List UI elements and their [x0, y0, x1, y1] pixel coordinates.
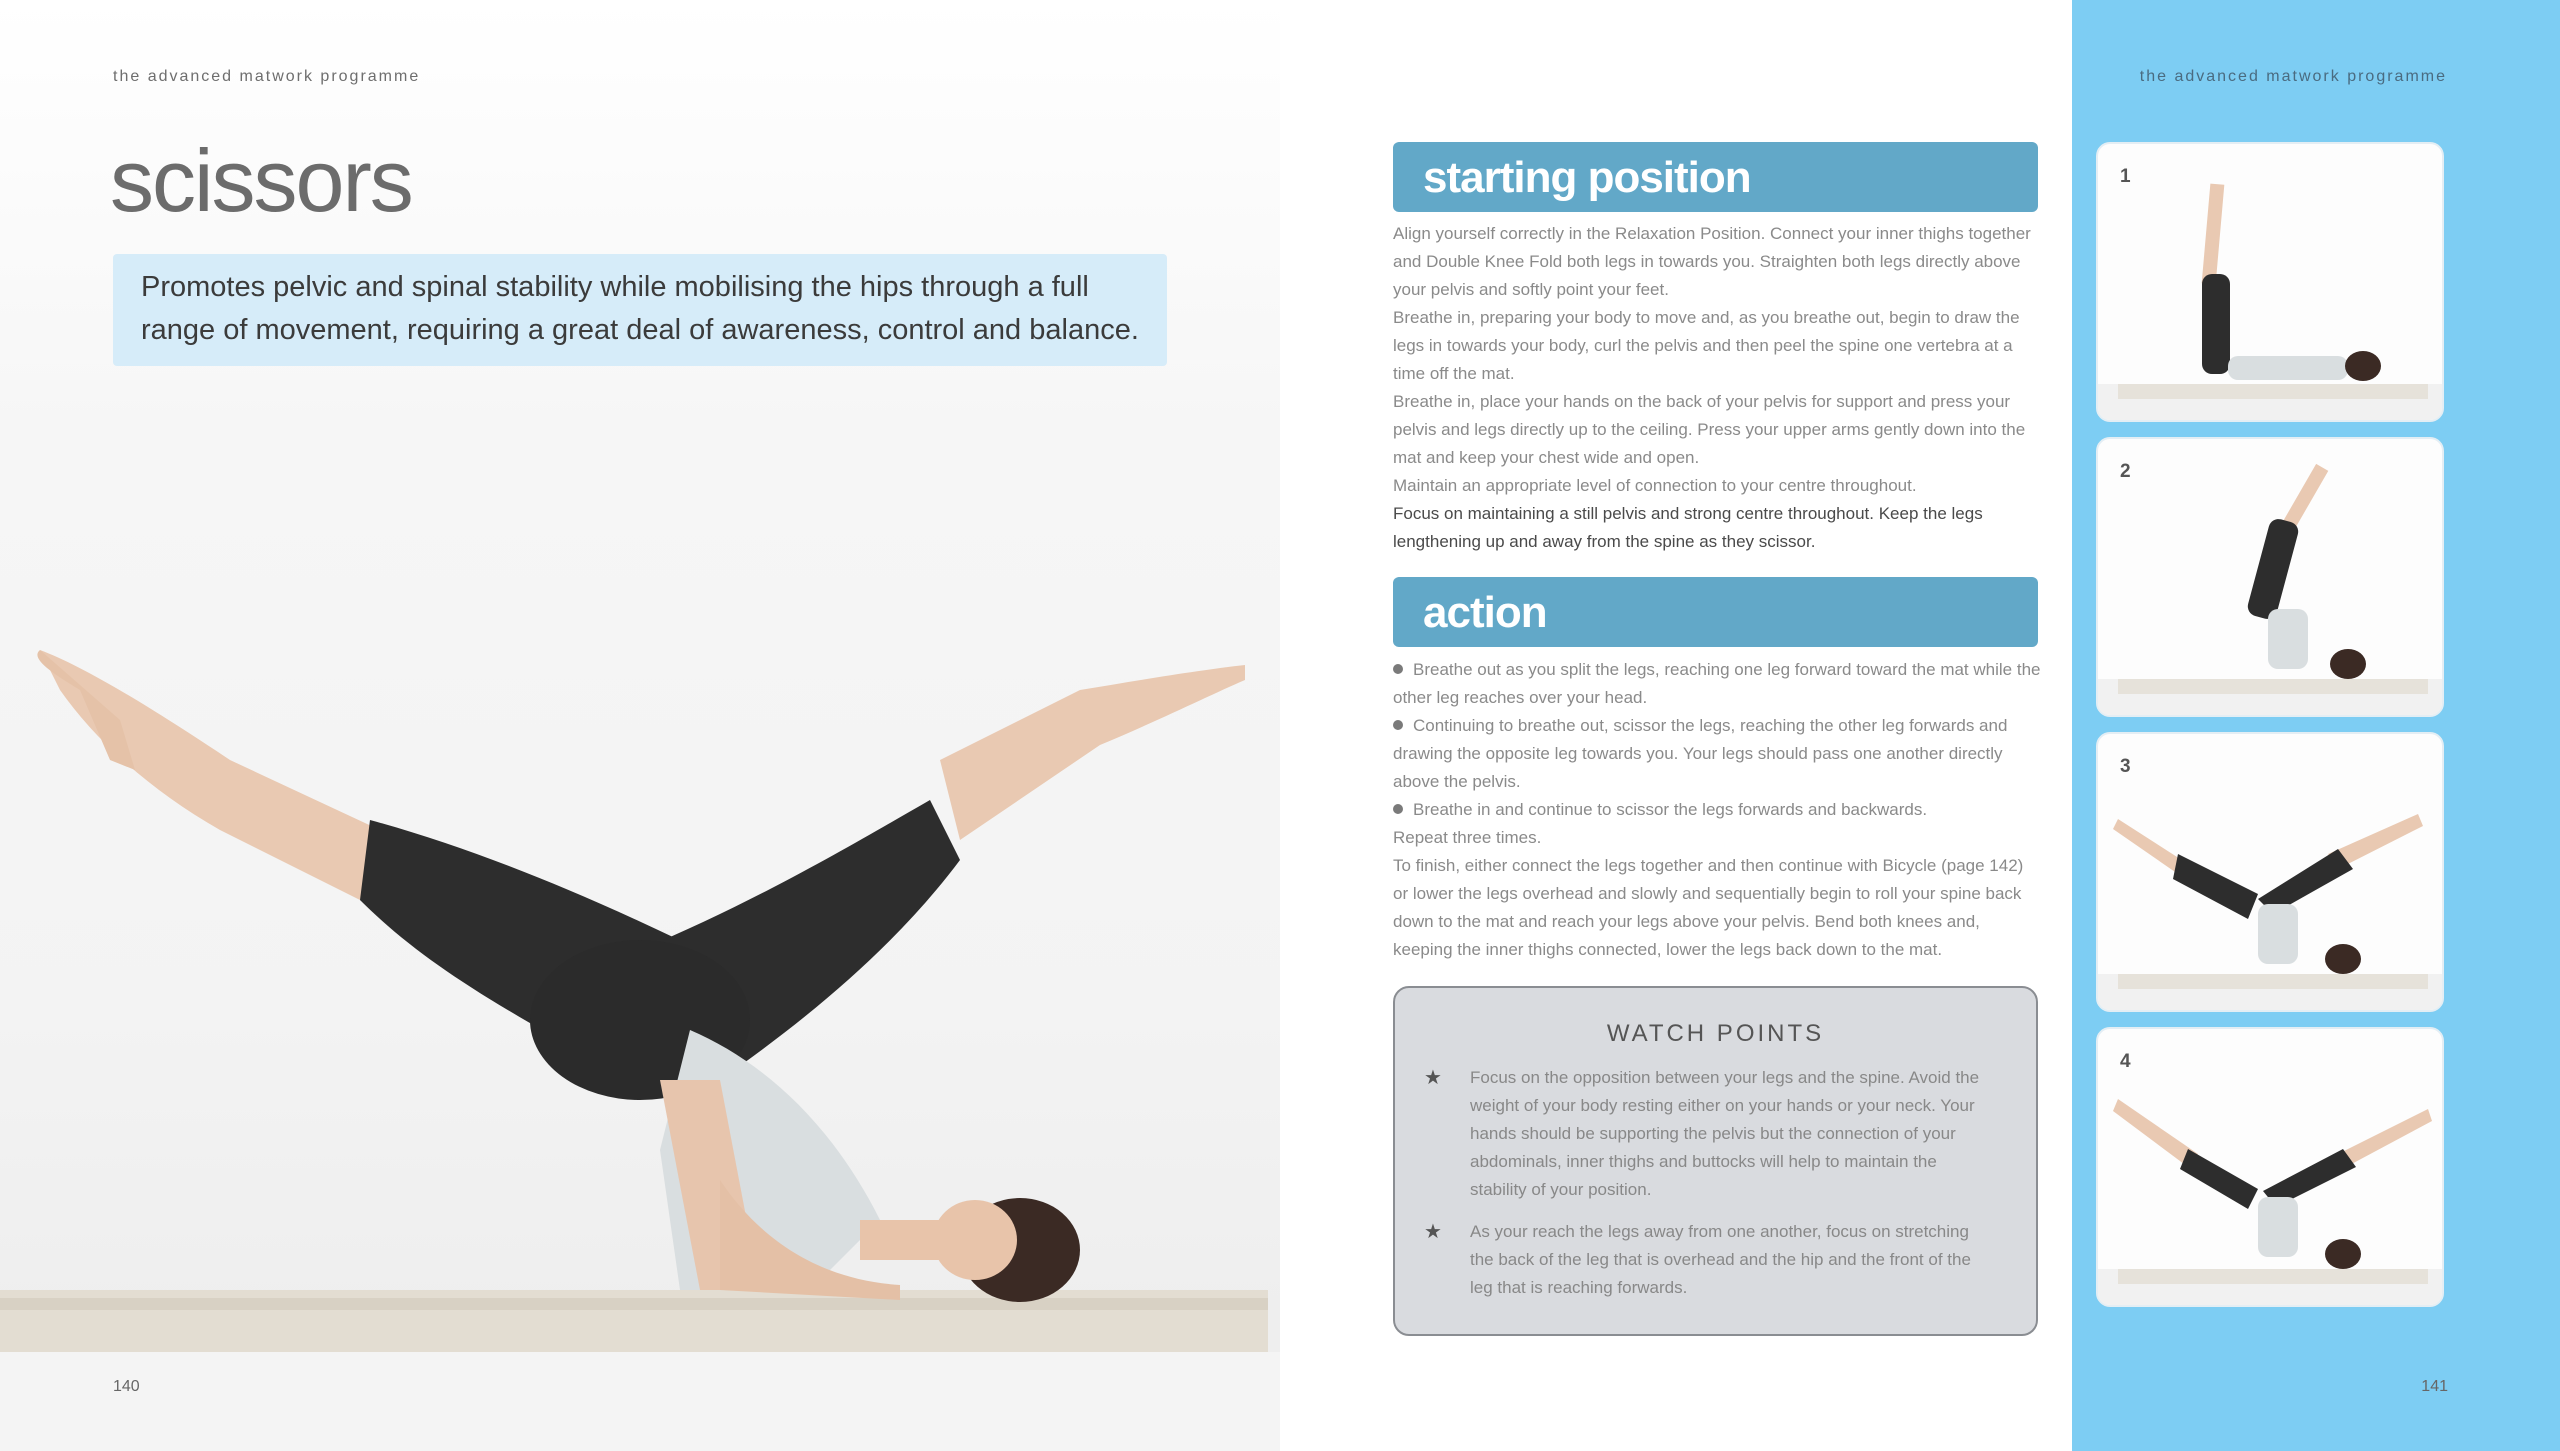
watch-point-item: ★ As your reach the legs away from one another, focus on stretching the back of the leg that is overhead and the hip and the front of the leg that is reaching forwards.: [1470, 1218, 1990, 1302]
starting-paragraph: Breathe in, place your hands on the back of your pelvis for support and press your pelvis and legs directly up to the ceiling. Press your upper arms gently down into the mat and keep your chest wide and open.: [1393, 392, 2026, 467]
action-text: [1393, 656, 2043, 964]
star-icon: ★: [1424, 1221, 1442, 1243]
page-number-left: 140: [113, 1378, 140, 1395]
action-header: [1393, 577, 2038, 647]
step-3-photo: [2098, 734, 2444, 1012]
bullet-icon: [1393, 804, 1403, 814]
star-icon: ★: [1424, 1067, 1442, 1089]
page-title: scissors: [110, 131, 412, 230]
step-4-photo: [2098, 1029, 2444, 1307]
action-heading: action: [1423, 588, 1547, 637]
starting-position-header: [1393, 142, 2038, 212]
watch-point-item: ★ Focus on the opposition between your legs and the spine. Avoid the weight of your body resting either on your hands or your neck. Your hands should be supporting the pelvis but the connection of your abdominals, inner thighs and buttocks will help to maintain the stability of your position.: [1470, 1064, 1990, 1204]
intro-box: Promotes pelvic and spinal stability while mobilising the hips through a full range of movement, requiring a great deal of awareness, control and balance.: [113, 254, 1167, 366]
step-thumbnail-3: [2096, 732, 2444, 1012]
step-label: 2: [2120, 461, 2131, 482]
step-thumbnail-1: [2096, 142, 2444, 422]
step-thumbnail-2: [2096, 437, 2444, 717]
starting-paragraph: Maintain an appropriate level of connection to your centre throughout.: [1393, 476, 1917, 495]
bullet-icon: [1393, 664, 1403, 674]
action-bullet: Breathe in and continue to scissor the legs forwards and backwards.: [1393, 796, 2043, 824]
step-label: 3: [2120, 756, 2131, 777]
watch-points-title: WATCH POINTS: [1606, 1020, 1825, 1047]
action-paragraph: To finish, either connect the legs together and then continue with Bicycle (page 142) or lower the legs overhead and slowly and sequentially begin to roll your spine back down to the mat and reach your legs above your pelvis. Bend both knees and, keeping the inner thighs connected, lower the legs back down to the mat.: [1393, 856, 2024, 959]
action-bullet: Continuing to breathe out, scissor the legs, reaching the other leg forwards and drawing the opposite leg towards you. Your legs should pass one another directly above the pelvis.: [1393, 716, 2008, 791]
starting-position-heading: starting position: [1423, 153, 1751, 202]
watch-points-box: [1393, 986, 2038, 1336]
step-label: 4: [2120, 1051, 2131, 1072]
action-bullet: Breathe out as you split the legs, reaching one leg forward toward the mat while the other leg reaches over your head.: [1393, 660, 2041, 707]
step-2-photo: [2098, 439, 2444, 717]
starting-emphasis: Focus on maintaining a still pelvis and strong centre throughout. Keep the legs lengthening up and away from the spine as they scissor.: [1393, 504, 1983, 551]
running-head-right: the advanced matwork programme: [2139, 68, 2447, 85]
bullet-icon: [1393, 720, 1403, 730]
running-head-left: the advanced matwork programme: [113, 68, 421, 85]
starting-paragraph: Align yourself correctly in the Relaxation Position. Connect your inner thighs together and Double Knee Fold both legs in towards you. Straighten both legs directly above your pelvis and softly point your feet.: [1393, 224, 2031, 299]
page-number-right: 141: [2421, 1378, 2448, 1395]
step-label: 1: [2120, 166, 2131, 187]
step-thumbnail-4: [2096, 1027, 2444, 1307]
starting-paragraph: Breathe in, preparing your body to move and, as you breathe out, begin to draw the legs in towards your body, curl the pelvis and then peel the spine one vertebra at a time off the mat.: [1393, 308, 2020, 383]
action-paragraph: Repeat three times.: [1393, 828, 1542, 847]
step-1-photo: [2098, 144, 2444, 422]
starting-position-text: [1393, 220, 2043, 556]
